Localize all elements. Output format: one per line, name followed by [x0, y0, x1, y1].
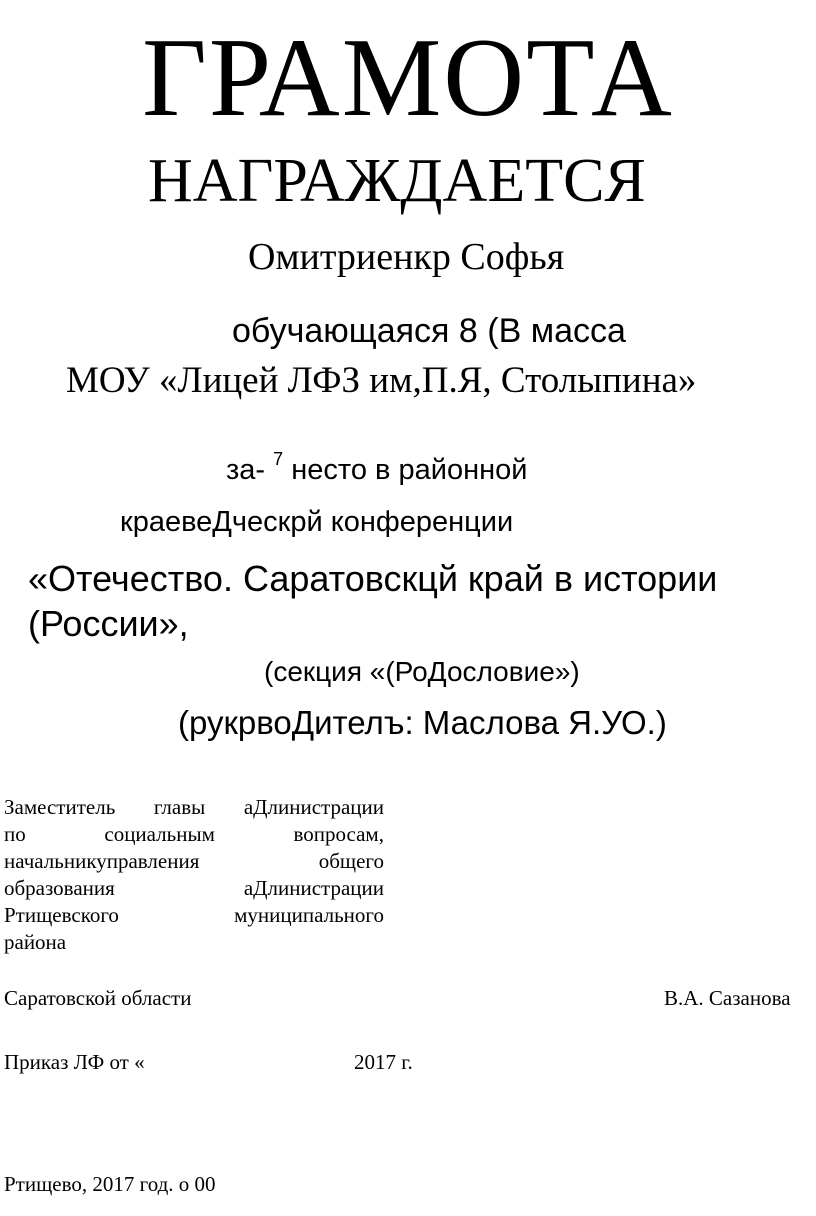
- certificate-title: ГРАМОТА: [142, 16, 674, 140]
- position-line: [4, 848, 384, 875]
- section-line: (секция «(РоДословие»): [264, 656, 580, 687]
- position-word: района: [4, 930, 67, 954]
- position-word: социальным: [104, 822, 215, 846]
- position-word: начальникуправления: [4, 849, 200, 873]
- signer-position-block: [4, 794, 384, 956]
- footer-place-date: Ртищево, 2017 год. о 00: [4, 1172, 216, 1196]
- supervisor-line: (рукрвоДителъ: Маслова Я.УО.): [178, 704, 667, 741]
- awarded-heading: НАГРАЖДАЕТСЯ: [148, 147, 646, 215]
- position-word: главы: [153, 795, 206, 819]
- order-year: 2017 г.: [354, 1050, 413, 1074]
- place-number: 7: [273, 449, 284, 469]
- position-word: Ртищевского: [4, 903, 119, 927]
- position-word: муниципального: [234, 903, 384, 927]
- position-word: аДлинистрации: [243, 795, 384, 819]
- conference-line: краевеДческрй конференции: [120, 506, 514, 538]
- signer-region: Саратовской области: [4, 986, 192, 1010]
- order-label: Приказ ЛФ от «: [4, 1050, 145, 1074]
- recipient-name: Омитриенкр Софья: [248, 236, 565, 278]
- position-word: образования: [4, 876, 115, 900]
- position-word: по: [4, 822, 26, 846]
- position-word: аДлинистрации: [243, 876, 384, 900]
- position-line: [4, 875, 384, 902]
- position-line: [4, 794, 384, 821]
- position-word: вопросам,: [293, 822, 384, 846]
- place-line: [226, 449, 528, 486]
- position-word: общего: [318, 849, 384, 873]
- place-prefix: за-: [226, 454, 266, 486]
- position-line: [4, 821, 384, 848]
- school-name: МОУ «Лицей ЛФЗ им,П.Я, Столыпина»: [66, 360, 697, 401]
- signer-name: В.А. Сазанова: [664, 986, 791, 1010]
- place-suffix: несто в районной: [291, 454, 528, 486]
- topic-line-2: (России»,: [28, 603, 189, 644]
- position-line: [4, 929, 384, 956]
- position-word: Заместитель: [4, 795, 116, 819]
- topic-line-1: «Отечество. Саратовскцй край в истории: [28, 558, 718, 599]
- student-class-line: обучающаяся 8 (В масса: [232, 312, 626, 350]
- position-line: [4, 902, 384, 929]
